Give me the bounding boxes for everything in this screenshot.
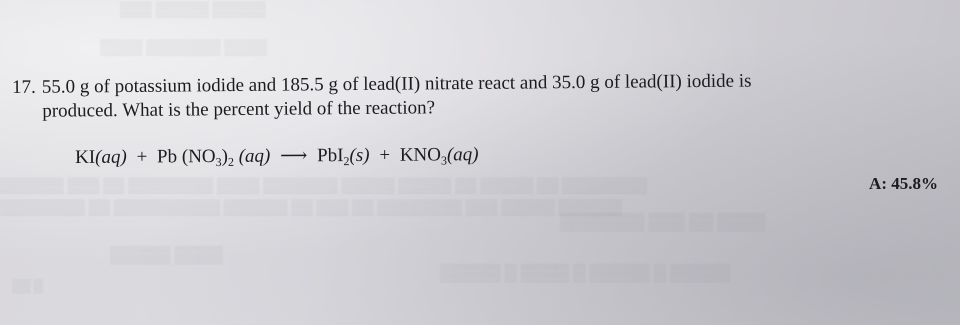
chemical-equation [75, 143, 479, 171]
show-through-text: ▒▒ ▒ [12, 278, 43, 293]
subscript: 2 [343, 154, 350, 169]
plus-sign: + [379, 144, 391, 166]
phase-label: (aq) [95, 146, 127, 168]
reactant-lead-nitrate: Pb (NO [156, 146, 216, 168]
problem-statement [12, 68, 957, 124]
show-through-text: ▒▒▒▒ ▒▒▒▒▒▒▒ ▒▒▒▒ [100, 40, 267, 56]
reaction-arrow: ⟶ [280, 145, 308, 167]
show-through-text: ▒▒▒▒▒ ▒▒▒▒ [110, 245, 223, 264]
subscript: 2 [227, 154, 235, 169]
phase-label: (s) [349, 144, 370, 167]
phase-label: (aq) [238, 145, 271, 167]
show-through-text: ▒▒▒▒▒▒▒▒ ▒▒ ▒▒▒▒▒▒▒▒▒▒ ▒▒▒▒▒▒ ▒▒ ▒▒▒ ▒▒ ▒▒▒▒▒▒▒▒ ▒▒▒ ▒▒▒▒▒ ▒▒▒▒▒▒ [0, 200, 623, 216]
plus-sign: + [136, 146, 148, 168]
subscript: 3 [215, 154, 222, 170]
product-lead-iodide: PbI [317, 145, 344, 167]
show-through-text: ▒▒▒▒▒ ▒ ▒▒▒▒ ▒ ▒▒▒▒▒ ▒ ▒▒▒▒▒ [440, 263, 731, 282]
problem-text-line2: produced. What is the percent yield of the reaction? [42, 97, 436, 122]
show-through-text: ▒▒▒▒▒▒ ▒▒▒ ▒▒ ▒▒▒▒▒▒▒▒ ▒▒▒▒ ▒▒▒▒▒▒▒ ▒▒▒▒▒ ▒▒▒▒▒ ▒▒ ▒▒▒▒▒ ▒▒ ▒▒▒▒▒▒▒▒ [0, 178, 648, 194]
answer-label: A: 45.8% [869, 174, 938, 193]
show-through-text: ▒▒▒▒▒▒▒ ▒▒▒ ▒▒ ▒▒▒▒ [560, 212, 766, 231]
product-potassium-nitrate: KNO [399, 144, 442, 166]
show-through-text: ▒▒▒ ▒▒▒▒▒ ▒▒▒▒▒ [120, 2, 266, 18]
phase-label: (aq) [446, 144, 479, 166]
problem-text-line1: 55.0 g of potassium iodide and 185.5 g of lead(II) nitrate react and 35.0 g of lead(II) iodide is [41, 70, 752, 98]
problem-number: 17. [12, 76, 36, 98]
subscript: 3 [440, 153, 448, 168]
reactant-ki: KI [75, 146, 96, 168]
closing-paren: ) [221, 145, 229, 167]
